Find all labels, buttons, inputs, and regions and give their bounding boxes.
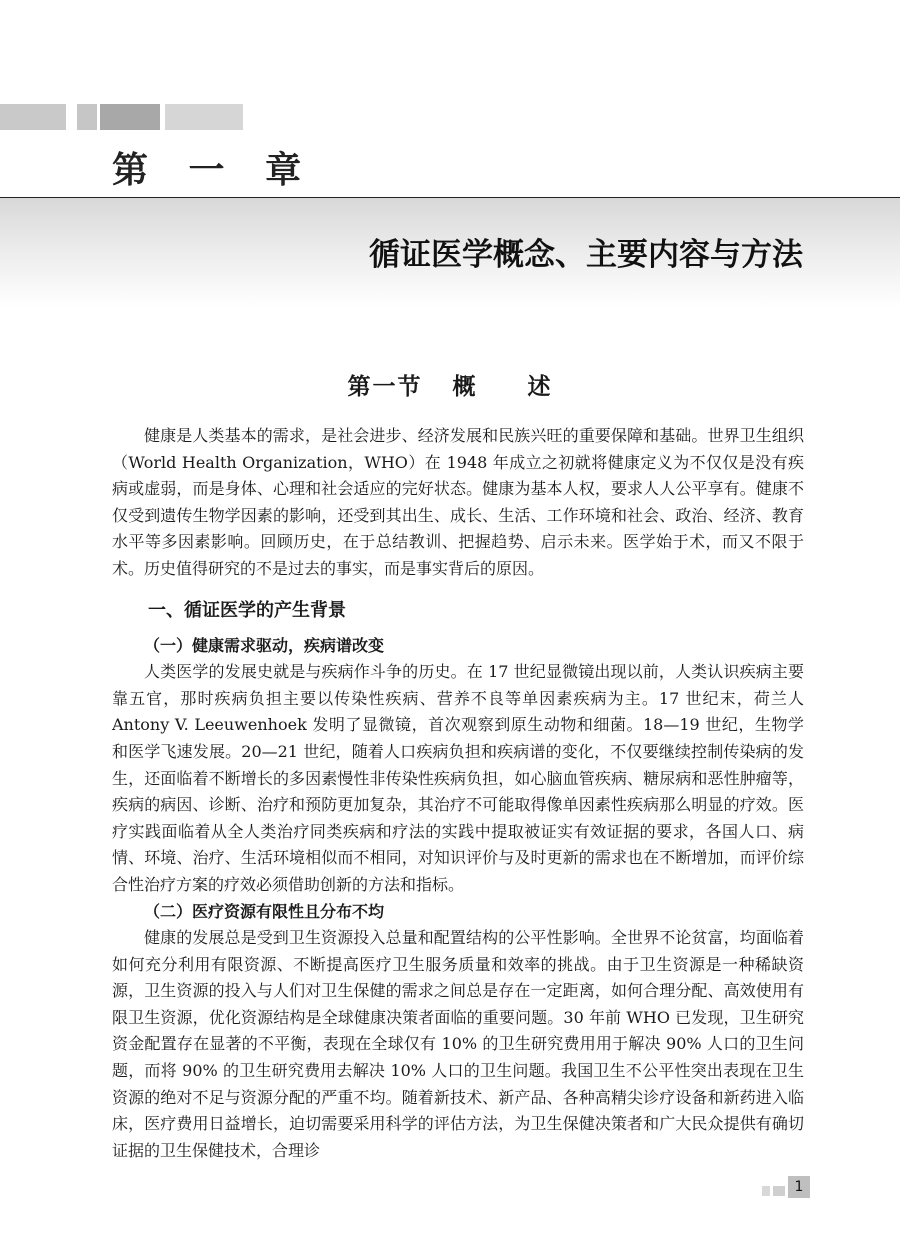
header-decoration-block	[165, 104, 243, 130]
page-number-decoration	[773, 1186, 785, 1196]
page-body	[112, 423, 804, 1164]
header-decoration-block	[77, 104, 97, 130]
subheading-health-demand: （一）健康需求驱动，疾病谱改变	[144, 635, 385, 655]
chapter-label: 第 一 章	[112, 149, 316, 191]
paragraph-resources: 健康的发展总是受到卫生资源投入总量和配置结构的公平性影响。全世界不论贫富，均面临着如何充分利用有限资源、不断提高医疗卫生服务质量和效率的挑战。由于卫生资源是一种稀缺资源，卫生资源的投入与人们对卫生保健的需求之间总是存在一定距离，如何合理分配、高效使用有限卫生资源，优化资源结构是全球健康决策者面临的重要问题。30 年前 WHO 已发现，卫生研究资金配置存在显著的不平衡，表现在全球仅有 10% 的卫生研究费用用于解决 90% 人口的卫生问题，而将 90% 的卫生研究费用去解决 10% 人口的卫生问题。我国卫生不公平性突出表现在卫生资源的绝对不足与资源分配的严重不均。随着新技术、新产品、各种高精尖诊疗设备和新药进入临床，医疗费用日益增长，迫切需要采用科学的评估方法，为卫生保健决策者和广大民众提供有确切证据的卫生保健技术，合理诊	[112, 928, 804, 1160]
heading-background: 一、循证医学的产生背景	[148, 599, 346, 621]
subheading-resources: （二）医疗资源有限性且分布不均	[144, 901, 385, 921]
page-number: 1	[788, 1176, 810, 1198]
paragraph-health-demand: 人类医学的发展史就是与疾病作斗争的历史。在 17 世纪显微镜出现以前，人类认识疾病主要靠五官，那时疾病负担主要以传染性疾病、营养不良等单因素疾病为主。17 世纪末，荷兰人 Antony V. Leeuwenhoek 发明了显微镜，首次观察到原生动物和细菌。18—19 世纪，生物学和医学飞速发展。20—21 世纪，随着人口疾病负担和疾病谱的变化，不仅要继续控制传染病的发生，还面临着不断增长的多因素慢性非传染性疾病负担，如心脑血管疾病、糖尿病和恶性肿瘤等，疾病的病因、诊断、治疗和预防更加复杂，其治疗不可能取得像单因素性疾病那么明显的疗效。医疗实践面临着从全人类治疗同类疾病和疗法的实践中提取被证实有效证据的要求，各国人口、病情、环境、治疗、生活环境相似而不相同，对知识评价与及时更新的需求也在不断增加，而评价综合性治疗方案的疗效必须借助创新的方法和指标。	[112, 662, 804, 894]
chapter-title: 循证医学概念、主要内容与方法	[369, 237, 803, 273]
page-number-decoration	[762, 1186, 770, 1196]
section-title: 第一节 概 述	[347, 373, 553, 400]
intro-paragraph: 健康是人类基本的需求，是社会进步、经济发展和民族兴旺的重要保障和基础。世界卫生组织（World Health Organization，WHO）在 1948 年成立之初就将健康定义为不仅仅是没有疾病或虚弱，而是身体、心理和社会适应的完好状态。健康为基本人权，要求人人公平享有。健康不仅受到遗传生物学因素的影响，还受到其出生、成长、生活、工作环境和社会、政治、经济、教育水平等多因素影响。回顾历史，在于总结教训、把握趋势、启示未来。医学始于术，而又不限于术。历史值得研究的不是过去的事实，而是事实背后的原因。	[112, 426, 804, 578]
header-decoration-block	[100, 104, 160, 130]
header-decoration-block	[0, 104, 66, 130]
